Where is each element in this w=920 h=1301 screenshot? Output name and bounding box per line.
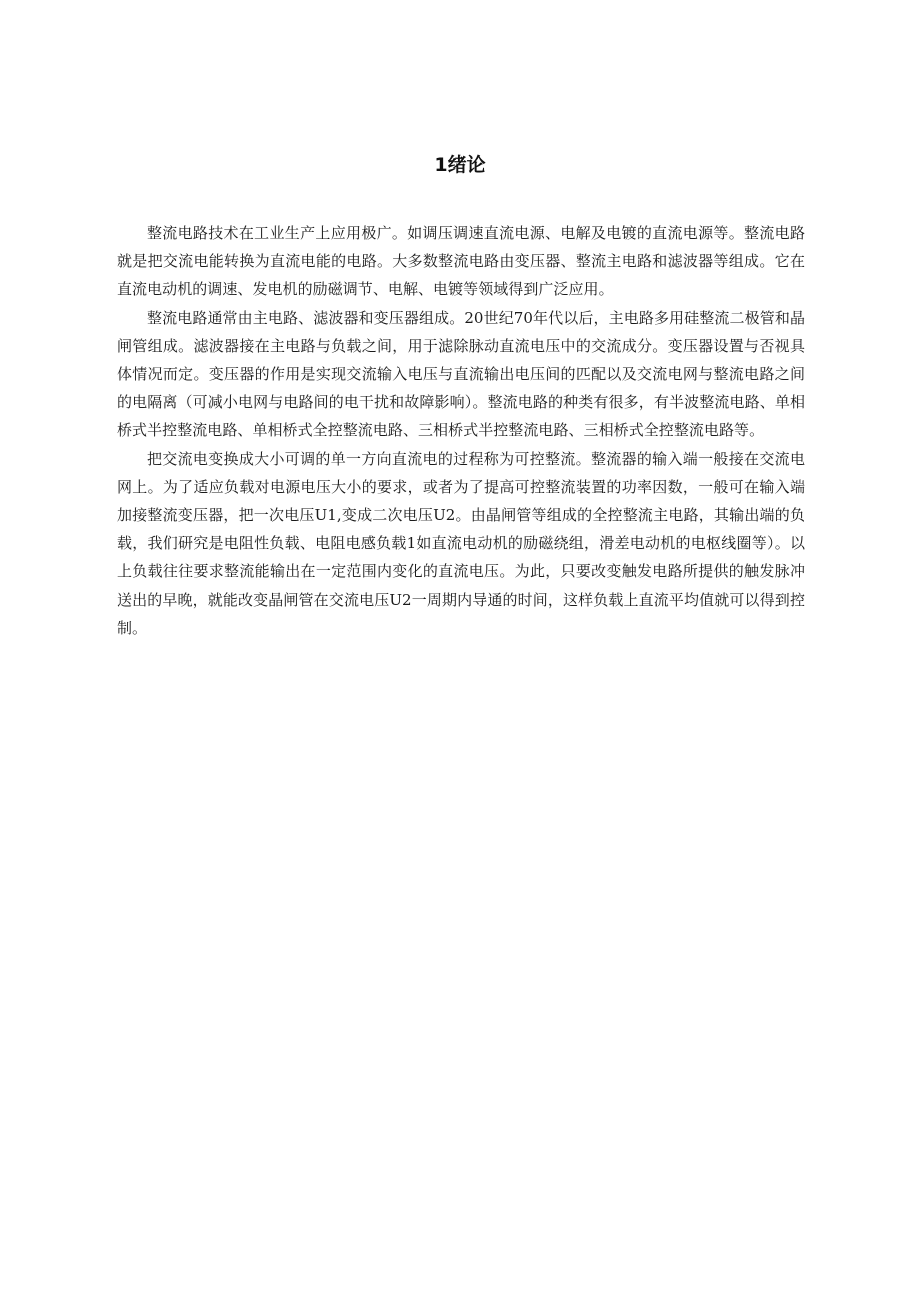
body-text (117, 219, 805, 642)
paragraph-1: 整流电路技术在工业生产上应用极广。如调压调速直流电源、电解及电镀的直流电源等。整流电路就是把交流电能转换为直流电能的电路。大多数整流电路由变压器、整流主电路和滤波器等组成。它在直流电动机的调速、发电机的励磁调节、电解、电镀等领域得到广泛应用。 (117, 224, 805, 299)
paragraph-2: 整流电路通常由主电路、滤波器和变压器组成。20世纪70年代以后，主电路多用硅整流二极管和晶闸管组成。滤波器接在主电路与负载之间，用于滤除脉动直流电压中的交流成分。变压器设置与否视具体情况而定。变压器的作用是实现交流输入电压与直流输出电压间的匹配以及交流电网与整流电路之间的电隔离（可减小电网与电路间的电干扰和故障影响）。整流电路的种类有很多，有半波整流电路、单相桥式半控整流电路、单相桥式全控整流电路、三相桥式半控整流电路、三相桥式全控整流电路等。 (117, 308, 805, 440)
section-heading: 1绪论 (434, 154, 486, 176)
paragraph-3: 把交流电变换成大小可调的单一方向直流电的过程称为可控整流。整流器的输入端一般接在交流电网上。为了适应负载对电源电压大小的要求，或者为了提高可控整流装置的功率因数，一般可在输入端加接整流变压器，把一次电压U1,变成二次电压U2。由晶闸管等组成的全控整流主电路，其输出端的负载，我们研究是电阻性负载、电阻电感负载1如直流电动机的励磁绕组，滑差电动机的电枢线圈等）。以上负载往往要求整流能输出在一定范围内变化的直流电压。为此，只要改变触发电路所提供的触发脉冲送出的早晚，就能改变晶闸管在交流电压U2一周期内导通的时间，这样负载上直流平均值就可以得到控制。 (117, 449, 805, 637)
